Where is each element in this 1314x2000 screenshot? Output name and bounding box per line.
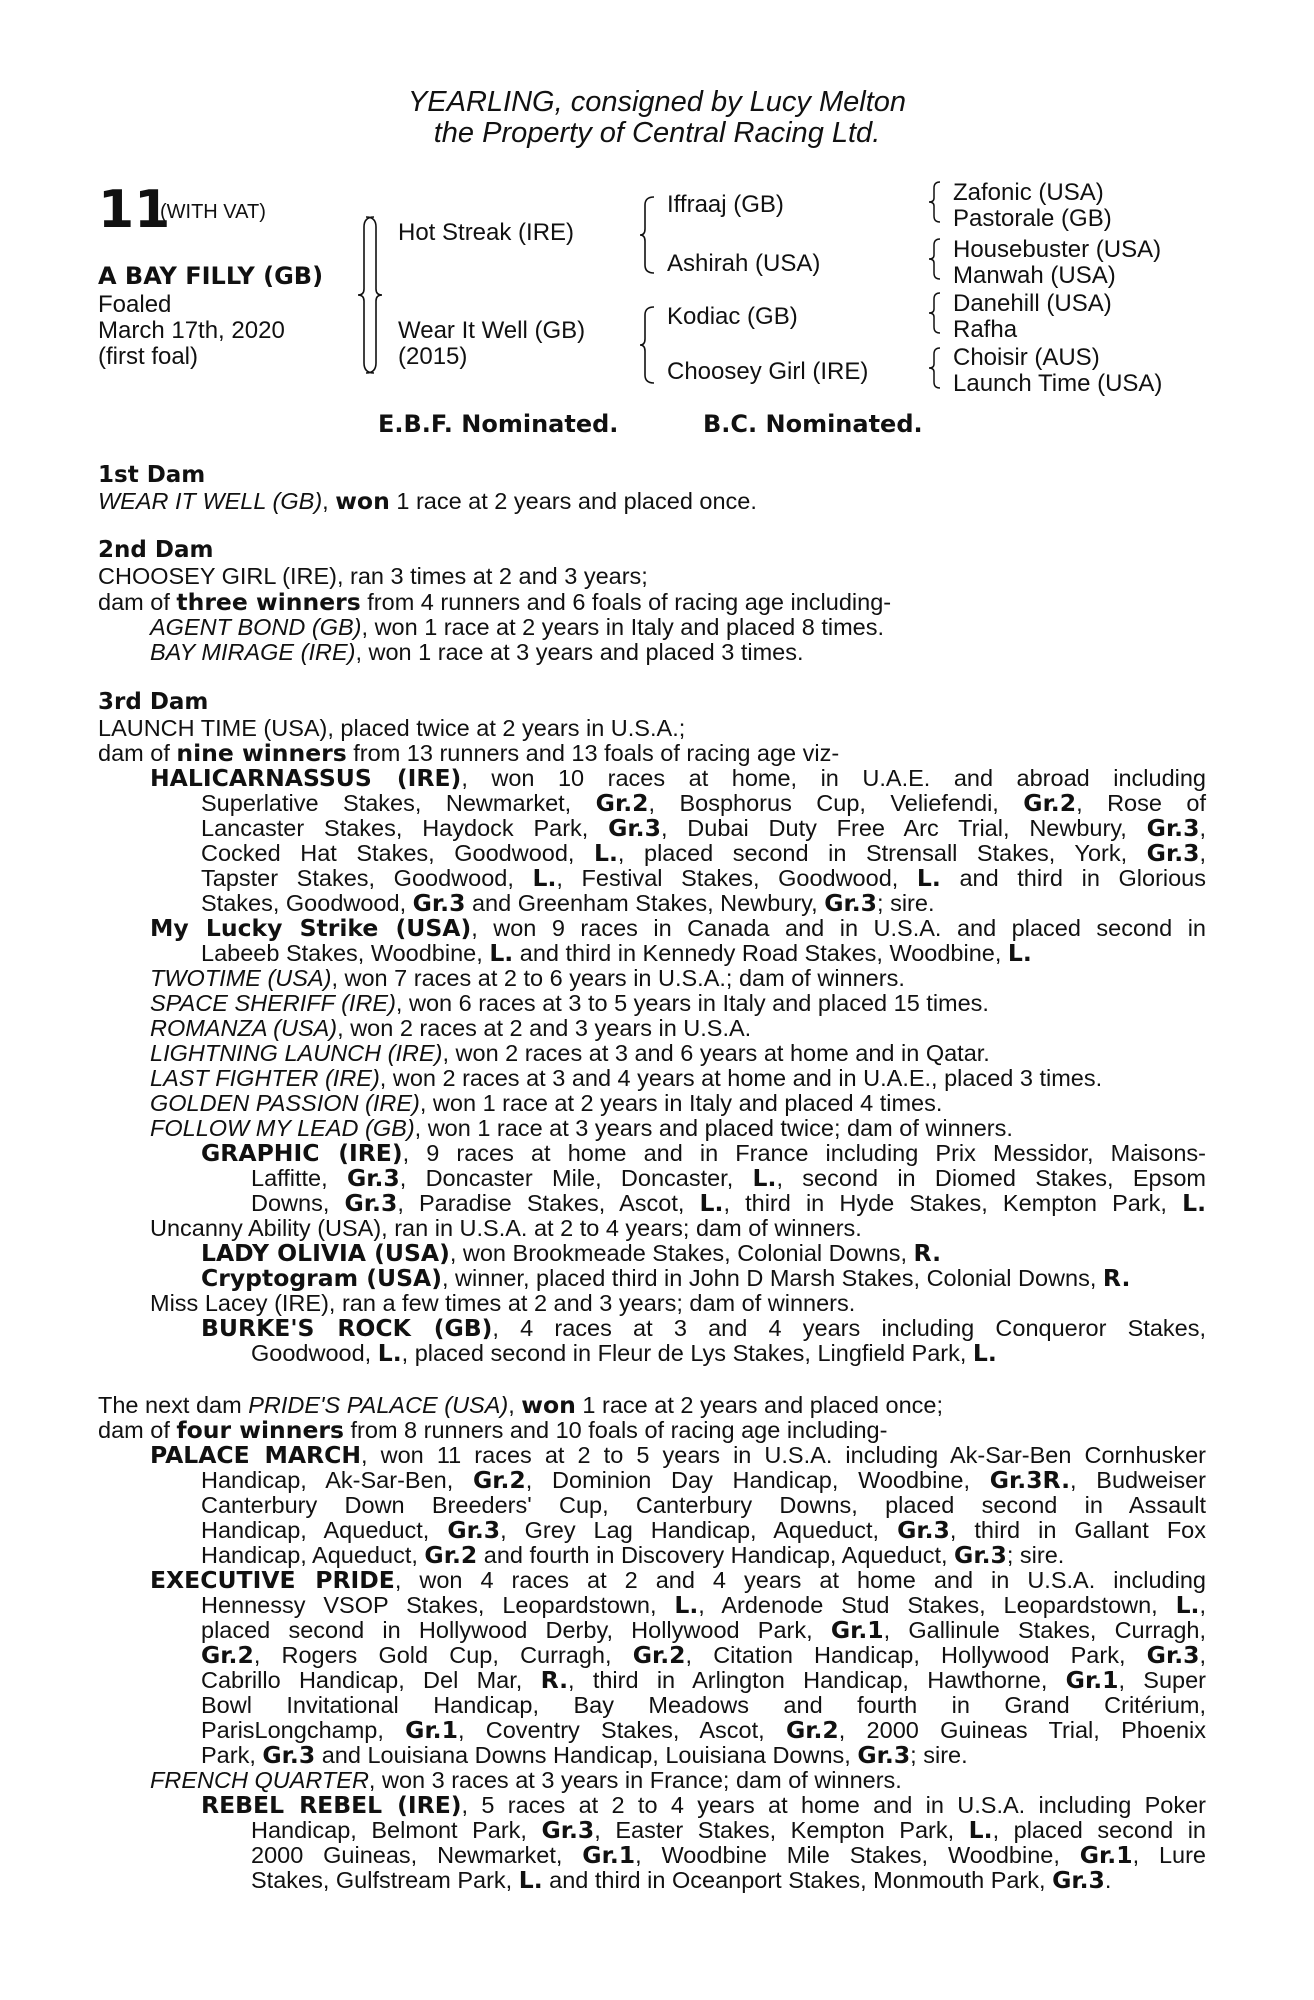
executive-pride-line-7: ParisLongchamp, Gr.1, Coventry Stakes, Ascot, Gr.2, 2000 Guineas Trial, Phoenix [201, 1716, 1206, 1744]
halicarnassus-line-1: HALICARNASSUS (IRE), won 10 races at home, in U.A.E. and abroad including [150, 764, 1206, 792]
first-foal-note: (first foal) [98, 343, 199, 370]
graphic-line-2: Laffitte, Gr.3, Doncaster Mile, Doncaster, L., second in Diomed Stakes, Epsom [251, 1164, 1206, 1192]
lady-olivia-line: LADY OLIVIA (USA), won Brookmeade Stakes, Colonial Downs, R. [201, 1239, 941, 1267]
palace-march-line-2: Handicap, Ak-Sar-Ben, Gr.2, Dominion Day Handicap, Woodbine, Gr.3R., Budweiser [201, 1466, 1206, 1494]
lot-number: 11 [98, 180, 171, 240]
sire-dam: Ashirah (USA) [667, 250, 821, 277]
progeny-bay-mirage: BAY MIRAGE (IRE), won 1 race at 3 years and placed 3 times. [150, 639, 804, 665]
executive-pride-line-3: placed second in Hollywood Derby, Hollywood Park, Gr.1, Gallinule Stakes, Curragh, [201, 1616, 1206, 1644]
g-brace-3 [928, 291, 944, 335]
first-dam-heading: 1st Dam [98, 462, 206, 488]
foaled-date: March 17th, 2020 [98, 317, 285, 344]
halicarnassus-line-2: Superlative Stakes, Newmarket, Gr.2, Bosphorus Cup, Veliefendi, Gr.2, Rose of [201, 789, 1206, 817]
g-brace-2 [928, 237, 944, 281]
ancestor-5: Danehill (USA) [953, 290, 1112, 317]
progeny-french-quarter: FRENCH QUARTER, won 3 races at 3 years in France; dam of winners. [150, 1767, 902, 1793]
progeny-golden-passion: GOLDEN PASSION (IRE), won 1 race at 2 years in Italy and placed 4 times. [150, 1090, 943, 1116]
ancestor-1: Zafonic (USA) [953, 179, 1104, 206]
halicarnassus-line-3: Lancaster Stakes, Haydock Park, Gr.3, Dubai Duty Free Arc Trial, Newbury, Gr.3, [201, 814, 1206, 842]
executive-pride-line-5: Cabrillo Handicap, Del Mar, R., third in Arlington Handicap, Hawthorne, Gr.1, Super [201, 1666, 1206, 1694]
palace-march-line-5: Handicap, Aqueduct, Gr.2 and fourth in Discovery Handicap, Aqueduct, Gr.3; sire. [201, 1541, 1065, 1569]
sire-sire: Iffraaj (GB) [667, 191, 784, 218]
consignor-line: YEARLING, consigned by Lucy Melton [407, 86, 907, 118]
ancestor-6: Rafha [953, 316, 1018, 343]
progeny-follow-my-lead: FOLLOW MY LEAD (GB), won 1 race at 3 years and placed twice; dam of winners. [150, 1115, 1013, 1141]
progeny-twotime: TWOTIME (USA), won 7 races at 2 to 6 years in U.S.A.; dam of winners. [150, 965, 905, 991]
progeny-space-sheriff: SPACE SHERIFF (IRE), won 6 races at 3 to 5 years in Italy and placed 15 times. [150, 990, 989, 1016]
executive-pride-line-4: Gr.2, Rogers Gold Cup, Curragh, Gr.2, Citation Handicap, Hollywood Park, Gr.3, [201, 1641, 1207, 1669]
progeny-agent-bond: AGENT BOND (GB), won 1 race at 2 years in Italy and placed 8 times. [150, 614, 885, 640]
burkes-rock-line-2: Goodwood, L., placed second in Fleur de Lys Stakes, Lingfield Park, L. [251, 1339, 997, 1367]
executive-pride-line-6: Bowl Invitational Handicap, Bay Meadows and fourth in Grand Critérium, [201, 1692, 1206, 1718]
sire-brace [640, 195, 660, 275]
dam-brace [640, 305, 660, 385]
foaled-label: Foaled [98, 291, 172, 318]
progeny-miss-lacey: Miss Lacey (IRE), ran a few times at 2 and 3 years; dam of winners. [150, 1290, 856, 1316]
bc-nominated: B.C. Nominated. [703, 410, 923, 438]
palace-march-line-4: Handicap, Aqueduct, Gr.3, Grey Lag Handicap, Aqueduct, Gr.3, third in Gallant Fox [201, 1516, 1206, 1544]
third-dam-produce: dam of nine winners from 13 runners and 13 foals of racing age viz- [98, 739, 840, 767]
dam-year: (2015) [398, 343, 468, 370]
halicarnassus-line-6: Stakes, Goodwood, Gr.3 and Greenham Stakes, Newbury, Gr.3; sire. [201, 889, 935, 917]
lot-name: A BAY FILLY (GB) [98, 262, 324, 290]
rebel-rebel-line-1: REBEL REBEL (IRE), 5 races at 2 to 4 years at home and in U.S.A. including Poker [201, 1791, 1206, 1819]
first-dam-line: WEAR IT WELL (GB), won 1 race at 2 years and placed once. [98, 487, 757, 515]
second-dam-produce: dam of three winners from 4 runners and 6 foals of racing age including- [98, 588, 892, 616]
next-dam-produce: dam of four winners from 8 runners and 10 foals of racing age including- [98, 1416, 888, 1444]
second-dam-heading: 2nd Dam [98, 537, 214, 563]
burkes-rock-line-1: BURKE'S ROCK (GB), 4 races at 3 and 4 years including Conqueror Stakes, [201, 1314, 1207, 1342]
palace-march-line-3: Canterbury Down Breeders' Cup, Canterbury Downs, placed second in Assault [201, 1492, 1206, 1518]
ebf-nominated: E.B.F. Nominated. [378, 410, 619, 438]
dam-name: Wear It Well (GB) [398, 317, 586, 344]
ancestor-2: Pastorale (GB) [953, 205, 1112, 232]
ancestor-7: Choisir (AUS) [953, 344, 1100, 371]
lot-brace [368, 215, 388, 375]
progeny-uncanny-ability: Uncanny Ability (USA), ran in U.S.A. at 2 to 4 years; dam of winners. [150, 1215, 862, 1241]
property-line: the Property of Central Racing Ltd. [433, 117, 881, 149]
halicarnassus-line-4: Cocked Hat Stakes, Goodwood, L., placed second in Strensall Stakes, York, Gr.3, [201, 839, 1207, 867]
progeny-last-fighter: LAST FIGHTER (IRE), won 2 races at 3 and 4 years at home and in U.A.E., placed 3 times. [150, 1065, 1103, 1091]
graphic-line-3: Downs, Gr.3, Paradise Stakes, Ascot, L., third in Hyde Stakes, Kempton Park, L. [251, 1189, 1206, 1217]
dam-sire: Kodiac (GB) [667, 303, 798, 330]
dam-dam: Choosey Girl (IRE) [667, 358, 869, 385]
second-dam-line: CHOOSEY GIRL (IRE), ran 3 times at 2 and 3 years; [98, 563, 648, 589]
rebel-rebel-line-3: 2000 Guineas, Newmarket, Gr.1, Woodbine Mile Stakes, Woodbine, Gr.1, Lure [251, 1841, 1206, 1869]
progeny-lightning-launch: LIGHTNING LAUNCH (IRE), won 2 races at 3 and 6 years at home and in Qatar. [150, 1040, 990, 1066]
third-dam-heading: 3rd Dam [98, 689, 209, 715]
executive-pride-line-8: Park, Gr.3 and Louisiana Downs Handicap, Louisiana Downs, Gr.3; sire. [201, 1741, 968, 1769]
g-brace-1 [928, 180, 944, 224]
rebel-rebel-line-4: Stakes, Gulfstream Park, L. and third in Oceanport Stakes, Monmouth Park, Gr.3. [251, 1866, 1112, 1894]
graphic-line-1: GRAPHIC (IRE), 9 races at home and in France including Prix Messidor, Maisons- [201, 1139, 1206, 1167]
palace-march-line-1: PALACE MARCH, won 11 races at 2 to 5 years in U.S.A. including Ak-Sar-Ben Cornhusker [150, 1441, 1206, 1469]
progeny-romanza: ROMANZA (USA), won 2 races at 2 and 3 years in U.S.A. [150, 1015, 752, 1041]
third-dam-line: LAUNCH TIME (USA), placed twice at 2 years in U.S.A.; [98, 715, 686, 741]
my-lucky-strike-line-2: Labeeb Stakes, Woodbine, L. and third in Kennedy Road Stakes, Woodbine, L. [201, 939, 1032, 967]
sire-name: Hot Streak (IRE) [398, 219, 575, 246]
rebel-rebel-line-2: Handicap, Belmont Park, Gr.3, Easter Stakes, Kempton Park, L., placed second in [251, 1816, 1206, 1844]
g-brace-4 [928, 346, 944, 390]
executive-pride-line-1: EXECUTIVE PRIDE, won 4 races at 2 and 4 years at home and in U.S.A. including [150, 1566, 1206, 1594]
ancestor-3: Housebuster (USA) [953, 236, 1162, 263]
cryptogram-line: Cryptogram (USA), winner, placed third in John D Marsh Stakes, Colonial Downs, R. [201, 1264, 1131, 1292]
executive-pride-line-2: Hennessy VSOP Stakes, Leopardstown, L., Ardenode Stud Stakes, Leopardstown, L., [201, 1591, 1206, 1619]
my-lucky-strike-line-1: My Lucky Strike (USA), won 9 races in Canada and in U.S.A. and placed second in [150, 914, 1206, 942]
next-dam-line: The next dam PRIDE'S PALACE (USA), won 1 race at 2 years and placed once; [98, 1391, 943, 1419]
vat-note: (WITH VAT) [160, 201, 266, 223]
ancestor-4: Manwah (USA) [953, 262, 1116, 289]
ancestor-8: Launch Time (USA) [953, 370, 1163, 397]
halicarnassus-line-5: Tapster Stakes, Goodwood, L., Festival Stakes, Goodwood, L. and third in Glorious [201, 864, 1207, 892]
